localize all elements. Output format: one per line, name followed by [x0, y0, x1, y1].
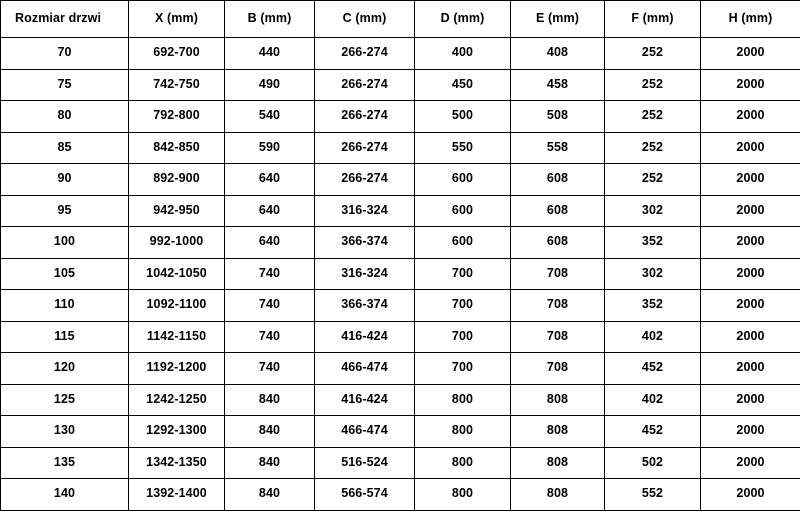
- cell-b: 740: [225, 353, 315, 385]
- cell-d: 800: [415, 479, 511, 511]
- cell-c: 266-274: [315, 132, 415, 164]
- cell-d: 800: [415, 416, 511, 448]
- cell-e: 558: [511, 132, 605, 164]
- cell-h: 2000: [701, 479, 800, 511]
- cell-c: 266-274: [315, 101, 415, 133]
- cell-door-size: 115: [1, 321, 129, 353]
- cell-c: 416-424: [315, 384, 415, 416]
- cell-e: 608: [511, 164, 605, 196]
- cell-x: 1092-1100: [129, 290, 225, 322]
- cell-d: 400: [415, 38, 511, 70]
- cell-f: 402: [605, 384, 701, 416]
- cell-door-size: 90: [1, 164, 129, 196]
- cell-door-size: 75: [1, 69, 129, 101]
- cell-e: 608: [511, 195, 605, 227]
- cell-x: 742-750: [129, 69, 225, 101]
- cell-b: 840: [225, 447, 315, 479]
- cell-door-size: 80: [1, 101, 129, 133]
- cell-d: 600: [415, 164, 511, 196]
- cell-f: 252: [605, 132, 701, 164]
- cell-e: 708: [511, 353, 605, 385]
- table-row: [1, 416, 800, 448]
- cell-x: 1142-1150: [129, 321, 225, 353]
- cell-d: 500: [415, 101, 511, 133]
- cell-door-size: 95: [1, 195, 129, 227]
- cell-door-size: 125: [1, 384, 129, 416]
- cell-c: 466-474: [315, 353, 415, 385]
- cell-e: 608: [511, 227, 605, 259]
- cell-c: 416-424: [315, 321, 415, 353]
- cell-h: 2000: [701, 132, 800, 164]
- cell-b: 540: [225, 101, 315, 133]
- cell-h: 2000: [701, 258, 800, 290]
- cell-e: 808: [511, 416, 605, 448]
- column-header-c: C (mm): [315, 1, 415, 38]
- cell-f: 252: [605, 164, 701, 196]
- cell-door-size: 105: [1, 258, 129, 290]
- cell-x: 692-700: [129, 38, 225, 70]
- table-row: [1, 384, 800, 416]
- cell-h: 2000: [701, 101, 800, 133]
- cell-d: 700: [415, 258, 511, 290]
- cell-c: 316-324: [315, 195, 415, 227]
- cell-e: 708: [511, 258, 605, 290]
- table-row: [1, 101, 800, 133]
- cell-f: 302: [605, 195, 701, 227]
- cell-door-size: 135: [1, 447, 129, 479]
- cell-f: 252: [605, 38, 701, 70]
- cell-x: 1342-1350: [129, 447, 225, 479]
- cell-e: 458: [511, 69, 605, 101]
- cell-h: 2000: [701, 384, 800, 416]
- table-row: [1, 195, 800, 227]
- table-row: [1, 38, 800, 70]
- cell-e: 708: [511, 321, 605, 353]
- column-header-x: X (mm): [129, 1, 225, 38]
- cell-door-size: 130: [1, 416, 129, 448]
- cell-f: 552: [605, 479, 701, 511]
- cell-x: 1042-1050: [129, 258, 225, 290]
- cell-c: 316-324: [315, 258, 415, 290]
- cell-c: 466-474: [315, 416, 415, 448]
- cell-x: 842-850: [129, 132, 225, 164]
- cell-b: 640: [225, 164, 315, 196]
- column-header-e: E (mm): [511, 1, 605, 38]
- cell-d: 800: [415, 447, 511, 479]
- cell-h: 2000: [701, 416, 800, 448]
- cell-b: 740: [225, 290, 315, 322]
- cell-x: 1192-1200: [129, 353, 225, 385]
- cell-b: 590: [225, 132, 315, 164]
- column-header-door-size: Rozmiar drzwi: [1, 1, 129, 38]
- cell-d: 800: [415, 384, 511, 416]
- cell-c: 266-274: [315, 164, 415, 196]
- cell-b: 640: [225, 195, 315, 227]
- column-header-f: F (mm): [605, 1, 701, 38]
- cell-door-size: 100: [1, 227, 129, 259]
- cell-b: 840: [225, 384, 315, 416]
- table-row: [1, 447, 800, 479]
- column-header-d: D (mm): [415, 1, 511, 38]
- table-row: [1, 353, 800, 385]
- cell-f: 352: [605, 227, 701, 259]
- cell-x: 1392-1400: [129, 479, 225, 511]
- cell-b: 640: [225, 227, 315, 259]
- cell-f: 352: [605, 290, 701, 322]
- cell-door-size: 110: [1, 290, 129, 322]
- cell-x: 942-950: [129, 195, 225, 227]
- table-header: [1, 1, 800, 38]
- cell-h: 2000: [701, 290, 800, 322]
- cell-b: 840: [225, 479, 315, 511]
- cell-d: 450: [415, 69, 511, 101]
- cell-d: 700: [415, 321, 511, 353]
- cell-h: 2000: [701, 353, 800, 385]
- cell-f: 302: [605, 258, 701, 290]
- cell-e: 708: [511, 290, 605, 322]
- cell-h: 2000: [701, 321, 800, 353]
- table-row: [1, 479, 800, 511]
- cell-door-size: 140: [1, 479, 129, 511]
- cell-f: 252: [605, 101, 701, 133]
- cell-f: 402: [605, 321, 701, 353]
- cell-c: 566-574: [315, 479, 415, 511]
- cell-e: 408: [511, 38, 605, 70]
- cell-x: 992-1000: [129, 227, 225, 259]
- cell-h: 2000: [701, 447, 800, 479]
- cell-b: 740: [225, 321, 315, 353]
- cell-b: 440: [225, 38, 315, 70]
- table-header-row: [1, 1, 800, 38]
- cell-e: 508: [511, 101, 605, 133]
- cell-c: 366-374: [315, 290, 415, 322]
- cell-x: 1292-1300: [129, 416, 225, 448]
- table-row: [1, 132, 800, 164]
- table-body: [1, 38, 800, 511]
- column-header-h: H (mm): [701, 1, 800, 38]
- cell-door-size: 120: [1, 353, 129, 385]
- table-row: [1, 290, 800, 322]
- cell-d: 600: [415, 195, 511, 227]
- cell-h: 2000: [701, 227, 800, 259]
- cell-h: 2000: [701, 195, 800, 227]
- cell-e: 808: [511, 479, 605, 511]
- table-row: [1, 321, 800, 353]
- cell-b: 490: [225, 69, 315, 101]
- cell-c: 516-524: [315, 447, 415, 479]
- cell-h: 2000: [701, 164, 800, 196]
- cell-h: 2000: [701, 38, 800, 70]
- cell-c: 266-274: [315, 38, 415, 70]
- cell-f: 252: [605, 69, 701, 101]
- cell-f: 452: [605, 353, 701, 385]
- cell-f: 452: [605, 416, 701, 448]
- column-header-b: B (mm): [225, 1, 315, 38]
- cell-b: 840: [225, 416, 315, 448]
- cell-door-size: 70: [1, 38, 129, 70]
- table-row: [1, 164, 800, 196]
- table-row: [1, 258, 800, 290]
- cell-x: 1242-1250: [129, 384, 225, 416]
- cell-x: 892-900: [129, 164, 225, 196]
- cell-d: 700: [415, 290, 511, 322]
- table-row: [1, 227, 800, 259]
- table-row: [1, 69, 800, 101]
- cell-e: 808: [511, 384, 605, 416]
- cell-f: 502: [605, 447, 701, 479]
- cell-d: 700: [415, 353, 511, 385]
- cell-b: 740: [225, 258, 315, 290]
- cell-d: 550: [415, 132, 511, 164]
- cell-d: 600: [415, 227, 511, 259]
- cell-e: 808: [511, 447, 605, 479]
- cell-h: 2000: [701, 69, 800, 101]
- cell-c: 266-274: [315, 69, 415, 101]
- cell-x: 792-800: [129, 101, 225, 133]
- cell-door-size: 85: [1, 132, 129, 164]
- cell-c: 366-374: [315, 227, 415, 259]
